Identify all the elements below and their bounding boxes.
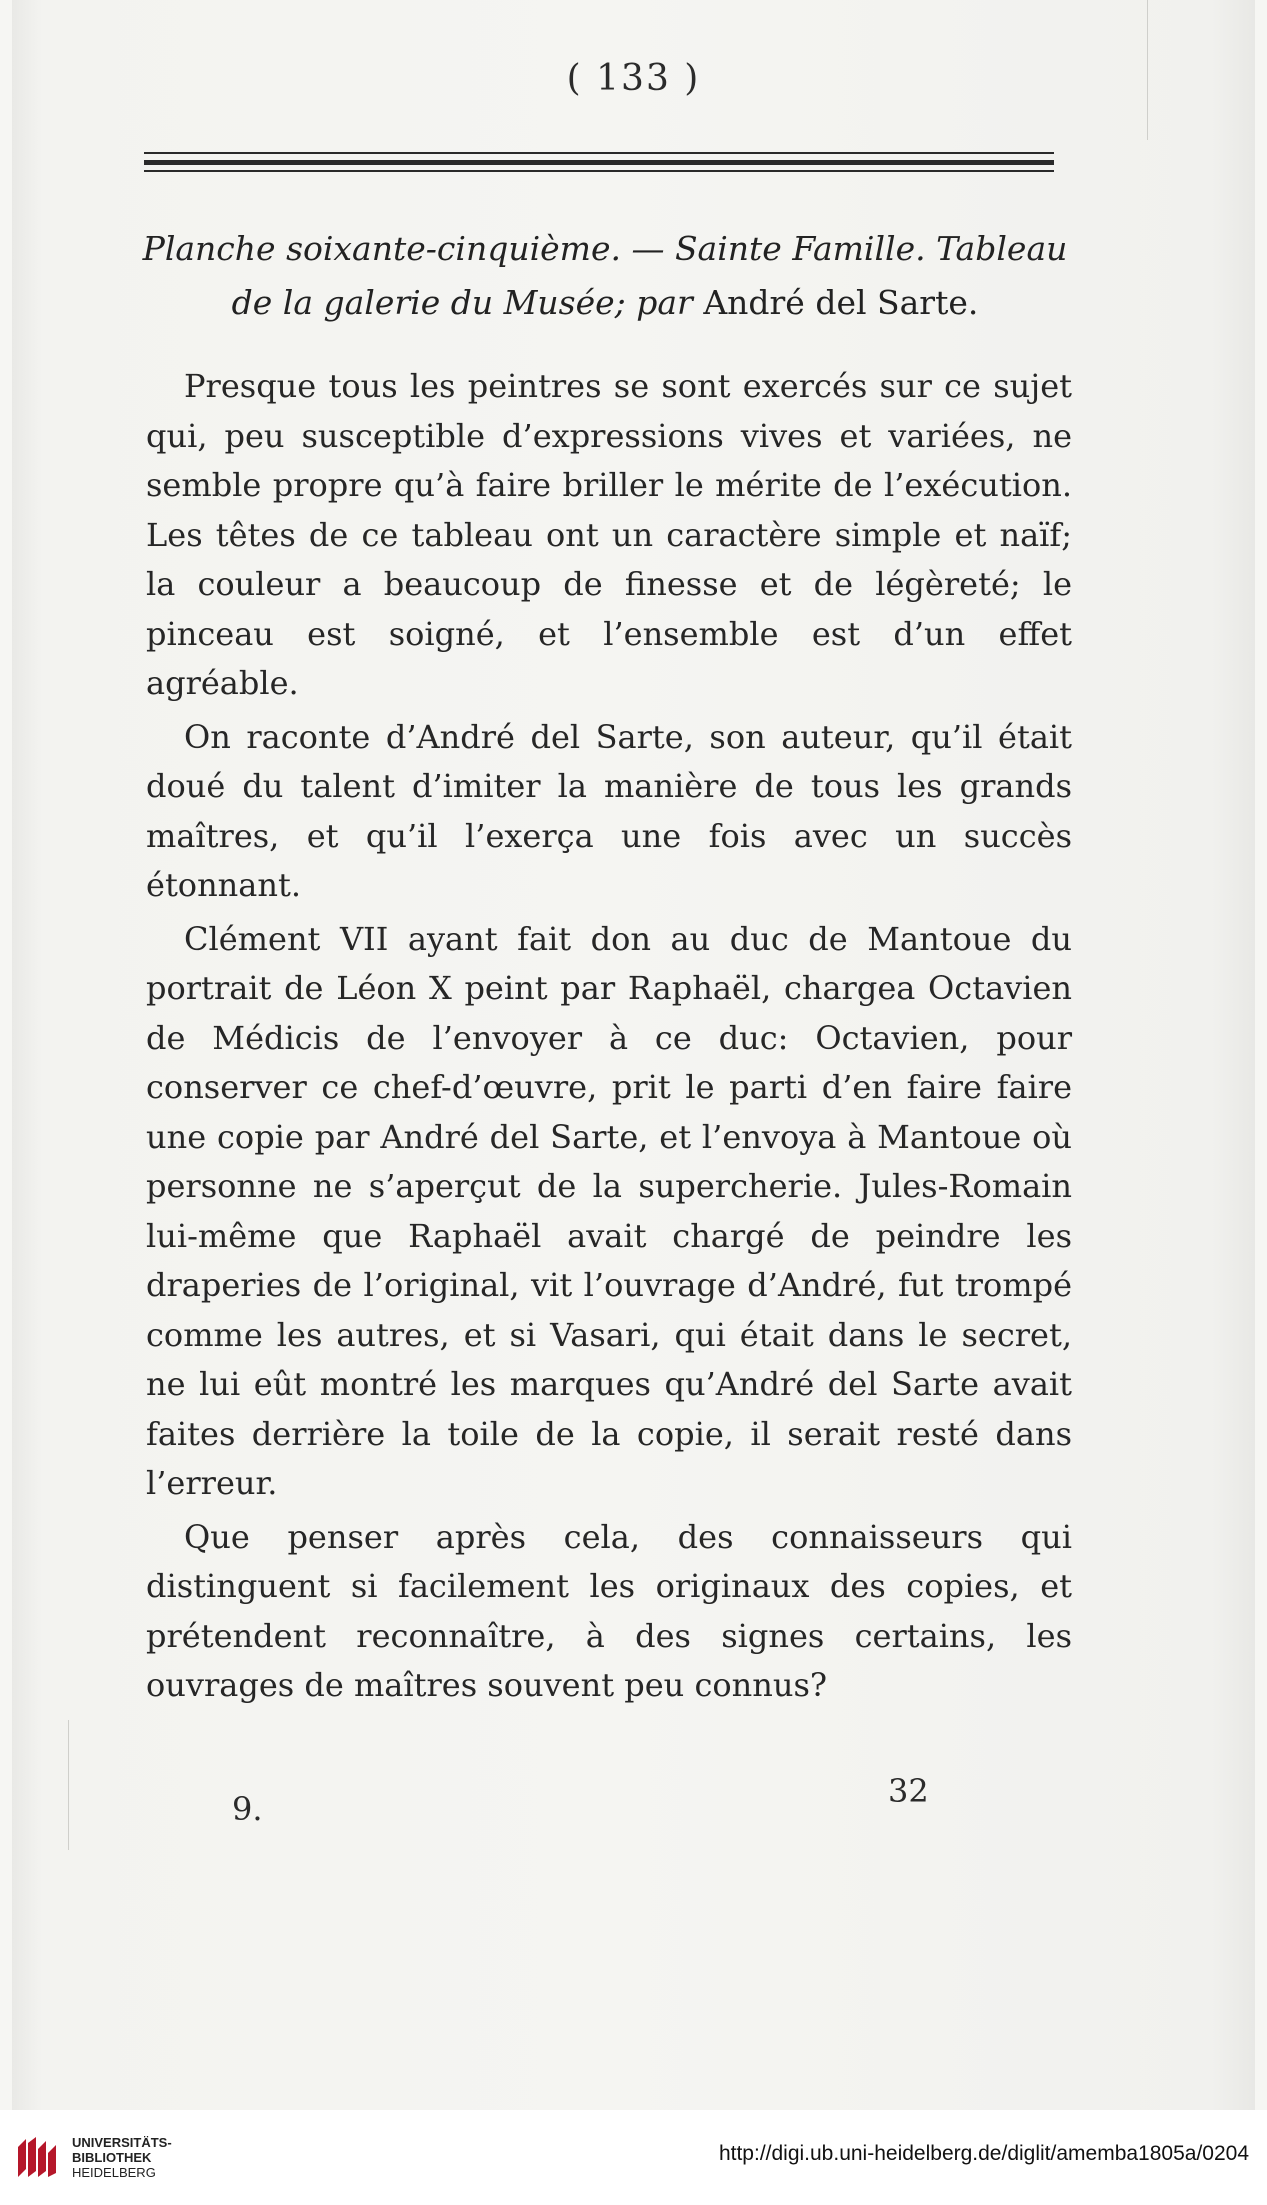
plate-heading-italic: Planche soixante-cinquième. — Sainte Famille. Tableau de la galerie du Musée; par — [142, 229, 1068, 322]
paragraph: Que penser après cela, des connaisseurs qui distinguent si facilement les originaux des copies, et prétendent reconnaître, à des signes certains, les ouvrages de maîtres souvent peu connus? — [146, 1517, 1072, 1704]
university-library-logo-icon — [12, 2133, 62, 2183]
header-rule-bottom — [144, 170, 1054, 172]
institution-name — [72, 2135, 172, 2180]
header-rule-middle — [144, 160, 1054, 165]
body-text — [146, 362, 1072, 1715]
plate-heading-artist: André del Sarte. — [703, 283, 979, 322]
paragraph: Presque tous les peintres se sont exercés sur ce sujet qui, peu susceptible d’expressions vives et variées, ne semble propre qu’à faire briller le mérite de l’exécution. Les têtes de ce tableau ont un caractère simple et naïf; la couleur a beaucoup de finesse et de légèreté; le pinceau est soigné, et l’ensemble est d’un effet agréable. — [146, 367, 1072, 702]
plate-heading — [140, 222, 1070, 330]
header-rule-top — [144, 152, 1054, 154]
permalink-url[interactable]: http://digi.ub.uni-heidelberg.de/diglit/amemba1805a/0204 — [718, 2142, 1249, 2165]
signature-mark-right: 32 — [888, 1772, 929, 1810]
paragraph: On raconte d’André del Sarte, son auteur, qu’il était doué du talent d’imiter la manière de tous les grands maîtres, et qu’il l’exerça une fois avec un succès étonnant. — [146, 717, 1072, 904]
page-number: ( 133 ) — [566, 58, 701, 99]
institution-line: UNIVERSITÄTS- — [72, 2135, 172, 2150]
paragraph: Clément VII ayant fait don au duc de Mantoue du portrait de Léon X peint par Raphaël, chargea Octavien de Médicis de l’envoyer à ce duc: Octavien, pour conserver ce chef-d’œuvre, prit le parti d’en faire faire une copie par André del Sarte, et l’envoya à Mantoue où personne ne s’aperçut de la supercherie. Jules-Romain lui-même que Raphaël avait chargé de peindre les draperies de l’original, vit l’ouvrage d’André, fut trompé comme les autres, et si Vasari, qui était dans le secret, ne lui eût montré les marques qu’André del Sarte avait faites derrière la toile de la copie, il serait resté dans l’erreur. — [146, 919, 1072, 1502]
institution-line: HEIDELBERG — [72, 2165, 156, 2180]
paper-edge-mark — [68, 1720, 69, 1850]
signature-mark-left: 9. — [232, 1790, 263, 1828]
institution-line: BIBLIOTHEK — [72, 2150, 152, 2165]
